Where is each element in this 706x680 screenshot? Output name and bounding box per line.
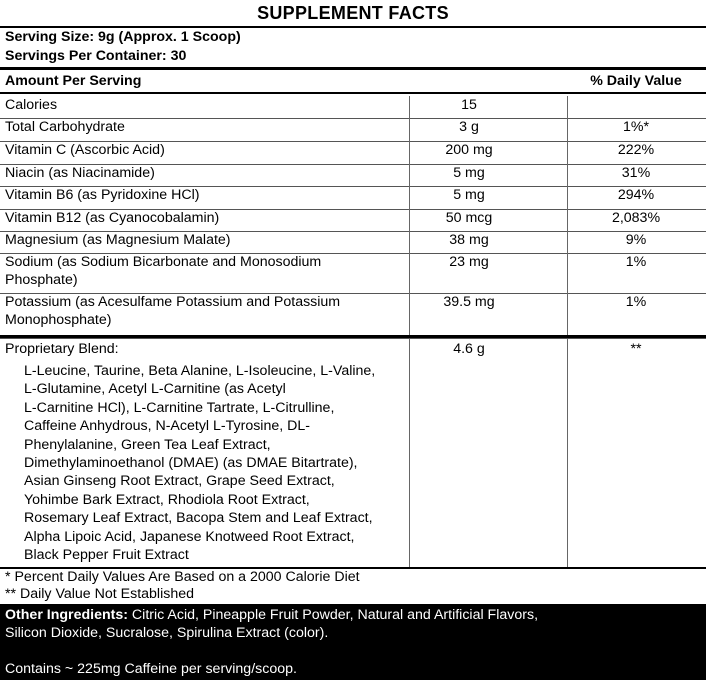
column-divider [409, 209, 410, 231]
column-divider [567, 231, 568, 253]
nutrient-name: Vitamin B6 (as Pyridoxine HCl) [5, 187, 200, 203]
column-divider [567, 96, 568, 118]
blend-line: Caffeine Anhydrous, N-Acetyl L-Tyrosine, DL- [24, 418, 310, 435]
other-ingredients-bar [0, 604, 706, 680]
divider [0, 67, 706, 70]
column-divider [409, 141, 410, 164]
nutrient-daily-value: 2,083% [611, 210, 661, 226]
blend-line: L-Carnitine HCl), L-Carnitine Tartrate, L-Citrulline, [24, 399, 335, 416]
blend-line: Phenylalanine, Green Tea Leaf Extract, [24, 436, 271, 453]
blend-line: Yohimbe Bark Extract, Rhodiola Root Extract, [24, 491, 310, 508]
nutrient-amount: 5 mg [453, 187, 485, 203]
column-divider [409, 118, 410, 141]
nutrient-name-cont: Phosphate) [5, 272, 78, 288]
column-divider [567, 164, 568, 186]
nutrient-amount: 3 g [459, 119, 479, 135]
nutrient-name: Sodium (as Sodium Bicarbonate and Monosodium [5, 254, 322, 270]
column-divider [409, 339, 410, 567]
blend-amount: 4.6 g [453, 341, 485, 357]
nutrient-daily-value: 222% [617, 142, 655, 158]
nutrient-amount: 50 mcg [445, 210, 493, 226]
other-ingredients-line1: Other Ingredients: Citric Acid, Pineapple Fruit Powder, Natural and Artificial Flavors, [5, 607, 539, 623]
nutrient-name: Vitamin B12 (as Cyanocobalamin) [5, 210, 220, 226]
nutrient-amount: 39.5 mg [443, 294, 495, 310]
blend-name: Proprietary Blend: [5, 341, 119, 357]
nutrient-name: Total Carbohydrate [5, 119, 125, 135]
column-divider [409, 164, 410, 186]
blend-line: Dimethylaminoethanol (DMAE) (as DMAE Bitartrate), [24, 455, 358, 472]
nutrient-amount: 5 mg [453, 165, 485, 181]
column-divider [567, 293, 568, 338]
nutrient-daily-value: 31% [621, 165, 651, 181]
blend-line: Rosemary Leaf Extract, Bacopa Stem and Leaf Extract, [24, 510, 373, 527]
blend-ingredients [24, 362, 424, 564]
nutrient-name: Niacin (as Niacinamide) [5, 165, 155, 181]
daily-value-header: % Daily Value [590, 73, 682, 89]
nutrient-daily-value: 1% [625, 254, 647, 270]
column-divider [409, 96, 410, 118]
column-divider [409, 231, 410, 253]
nutrient-name: Calories [5, 97, 58, 113]
nutrient-name: Potassium (as Acesulfame Potassium and Potassium [5, 294, 341, 310]
nutrient-name-cont: Monophosphate) [5, 312, 112, 328]
footnote-not-established: ** Daily Value Not Established [5, 586, 195, 602]
nutrient-name: Magnesium (as Magnesium Malate) [5, 232, 231, 248]
column-divider [567, 209, 568, 231]
column-divider [409, 293, 410, 338]
caffeine-content: Contains ~ 225mg Caffeine per serving/scoop. [5, 661, 297, 677]
column-divider [567, 253, 568, 293]
nutrient-amount: 23 mg [449, 254, 489, 270]
nutrient-daily-value: 9% [625, 232, 647, 248]
column-divider [567, 141, 568, 164]
footnote-daily-values: * Percent Daily Values Are Based on a 2000 Calorie Diet [5, 569, 360, 585]
divider [0, 335, 706, 338]
nutrient-amount: 200 mg [445, 142, 493, 158]
column-divider [409, 186, 410, 209]
panel-title: SUPPLEMENT FACTS [257, 3, 449, 23]
amount-per-serving-header: Amount Per Serving [5, 73, 142, 89]
blend-line: Alpha Lipoic Acid, Japanese Knotweed Root Extract, [24, 528, 355, 545]
blend-line: Asian Ginseng Root Extract, Grape Seed Extract, [24, 473, 335, 490]
nutrient-name: Vitamin C (Ascorbic Acid) [5, 142, 165, 158]
nutrient-daily-value: 1% [625, 294, 647, 310]
blend-line: Black Pepper Fruit Extract [24, 547, 189, 564]
nutrient-amount: 15 [461, 97, 477, 113]
column-divider [567, 339, 568, 567]
column-divider [409, 253, 410, 293]
column-divider [567, 118, 568, 141]
nutrient-daily-value: 294% [617, 187, 655, 203]
other-ingredients-line2: Silicon Dioxide, Sucralose, Spirulina Extract (color). [5, 625, 329, 641]
servings-per-container: Servings Per Container: 30 [5, 48, 187, 64]
nutrient-daily-value: 1%* [622, 119, 650, 135]
serving-size: Serving Size: 9g (Approx. 1 Scoop) [5, 29, 241, 45]
blend-dv: ** [630, 341, 642, 357]
divider [0, 26, 706, 28]
blend-line: L-Leucine, Taurine, Beta Alanine, L-Isoleucine, L-Valine, [24, 363, 376, 379]
blend-line: L-Glutamine, Acetyl L-Carnitine (as Acetyl [24, 381, 286, 398]
divider [0, 92, 706, 94]
row-divider [0, 338, 706, 339]
column-divider [567, 186, 568, 209]
other-ingredients-label: Other Ingredients: [5, 607, 128, 623]
nutrient-amount: 38 mg [449, 232, 489, 248]
